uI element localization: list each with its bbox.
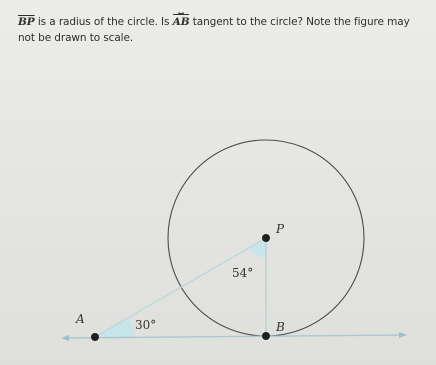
point-b (262, 332, 270, 340)
point-p-label: P (276, 222, 285, 236)
angle-p-label: 54° (232, 266, 254, 280)
angle-a-label: 30° (135, 318, 157, 332)
line-ab-right-arrow (399, 332, 407, 338)
tangent-line-label: AB ↔ (173, 14, 190, 30)
question-text-part-1: is a radius of the circle. Is (34, 16, 173, 28)
question-text-part-2: tangent to the circle? Note the figure may not be drawn to scale. (18, 16, 410, 44)
line-ab-left-arrow (61, 335, 69, 341)
radius-segment-label: BP (18, 16, 35, 28)
segment-ap (95, 238, 266, 337)
point-a (91, 333, 99, 341)
point-a-label: A (76, 312, 85, 326)
point-p (262, 234, 270, 242)
point-b-label: B (276, 320, 285, 334)
